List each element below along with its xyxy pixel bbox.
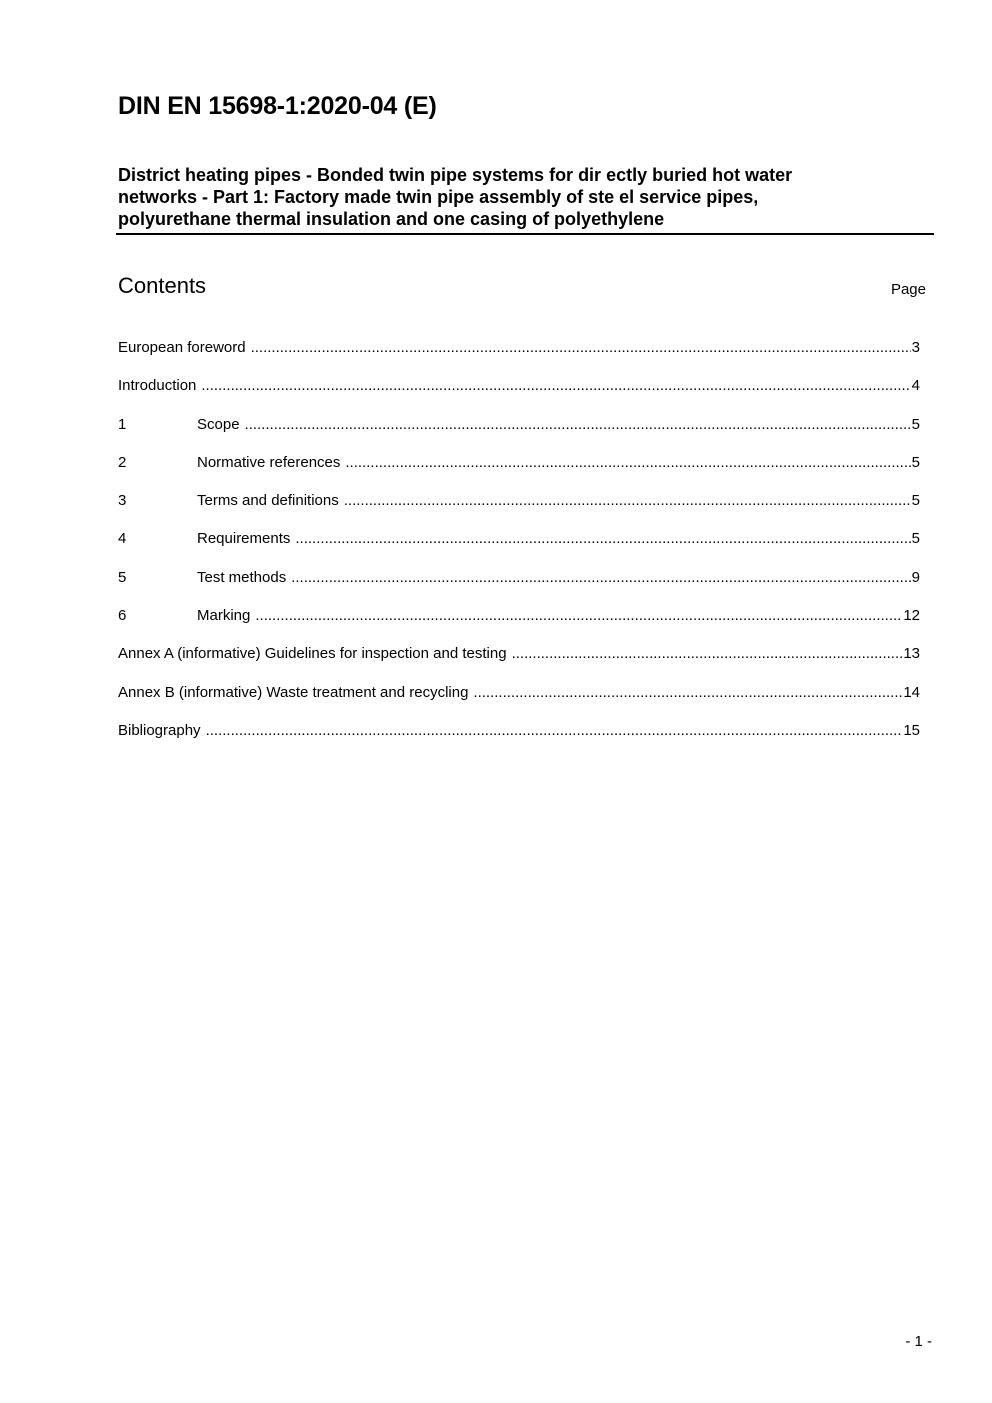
toc-entry-page: 12 [903, 607, 920, 625]
document-title-line: polyurethane thermal insulation and one casing of polyethylene [118, 209, 665, 229]
page-number: - 1 - [905, 1333, 932, 1350]
toc-dot-leader [206, 722, 903, 740]
toc-entry-number: 1 [118, 415, 127, 433]
toc-entry-number: 6 [118, 607, 127, 625]
toc-entry-introduction[interactable] [118, 377, 920, 415]
title-underline-rule [116, 233, 934, 235]
toc-entry-number: 4 [118, 530, 127, 548]
toc-entry-page: 14 [903, 683, 920, 701]
toc-entry-page: 5 [911, 453, 920, 471]
toc-entry-page: 15 [903, 721, 920, 739]
toc-entry-requirements[interactable] [118, 530, 920, 568]
toc-entry-label: Introduction [118, 377, 197, 395]
toc-entry-page: 5 [911, 530, 920, 548]
toc-dot-leader [201, 377, 910, 395]
toc-entry-terms-and-definitions[interactable] [118, 492, 920, 530]
toc-entry-number: 3 [118, 492, 127, 510]
toc-entry-label: Test methods [197, 568, 287, 586]
toc-dot-leader [345, 454, 910, 472]
toc-entry-marking[interactable] [118, 607, 920, 645]
toc-entry-number: 5 [118, 568, 127, 586]
toc-entry-label: Bibliography [118, 721, 201, 739]
toc-entry-page: 13 [903, 645, 920, 663]
toc-entry-annex-b[interactable] [118, 684, 920, 722]
toc-entry-label: European foreword [118, 339, 246, 356]
toc-dot-leader [473, 684, 902, 702]
toc-entry-number: 2 [118, 453, 127, 471]
toc-entry-label: Normative references [197, 453, 341, 471]
toc-entry-label: Scope [197, 415, 240, 433]
document-id: DIN EN 15698-1:2020-04 (E) [118, 92, 437, 120]
toc-entry-page: 3 [911, 339, 920, 356]
toc-entry-label: Requirements [197, 530, 291, 548]
toc-dot-leader [512, 645, 903, 663]
contents-heading: Contents [118, 273, 207, 298]
document-title-line: networks - Part 1: Factory made twin pipe assembly of ste el service pipes, [118, 187, 759, 207]
page-column-heading: Page [890, 281, 926, 298]
toc-entry-european-foreword[interactable] [118, 339, 920, 377]
toc-dot-leader [295, 530, 910, 548]
toc-entry-label: Annex B (informative) Waste treatment and recycling [118, 683, 469, 701]
toc-dot-leader [344, 492, 911, 510]
toc-dot-leader [291, 569, 910, 587]
toc-entry-scope[interactable] [118, 416, 920, 454]
document-title-line: District heating pipes - Bonded twin pipe systems for dir ectly buried hot water [118, 165, 793, 185]
toc-entry-test-methods[interactable] [118, 569, 920, 607]
toc-entry-page: 5 [911, 492, 920, 510]
toc-dot-leader [251, 339, 911, 357]
toc-entry-label: Terms and definitions [197, 492, 339, 510]
toc-entry-label: Marking [197, 607, 251, 625]
toc-entry-annex-a[interactable] [118, 645, 920, 683]
toc-entry-normative-references[interactable] [118, 454, 920, 492]
toc-entry-bibliography[interactable] [118, 722, 920, 760]
toc-entry-page: 9 [911, 568, 920, 586]
table-of-contents [118, 339, 920, 760]
document-title [118, 164, 918, 230]
toc-entry-page: 5 [911, 415, 920, 433]
toc-dot-leader [255, 607, 902, 625]
toc-entry-page: 4 [911, 377, 920, 395]
toc-entry-label: Annex A (informative) Guidelines for inspection and testing [118, 645, 507, 663]
toc-dot-leader [245, 416, 911, 434]
